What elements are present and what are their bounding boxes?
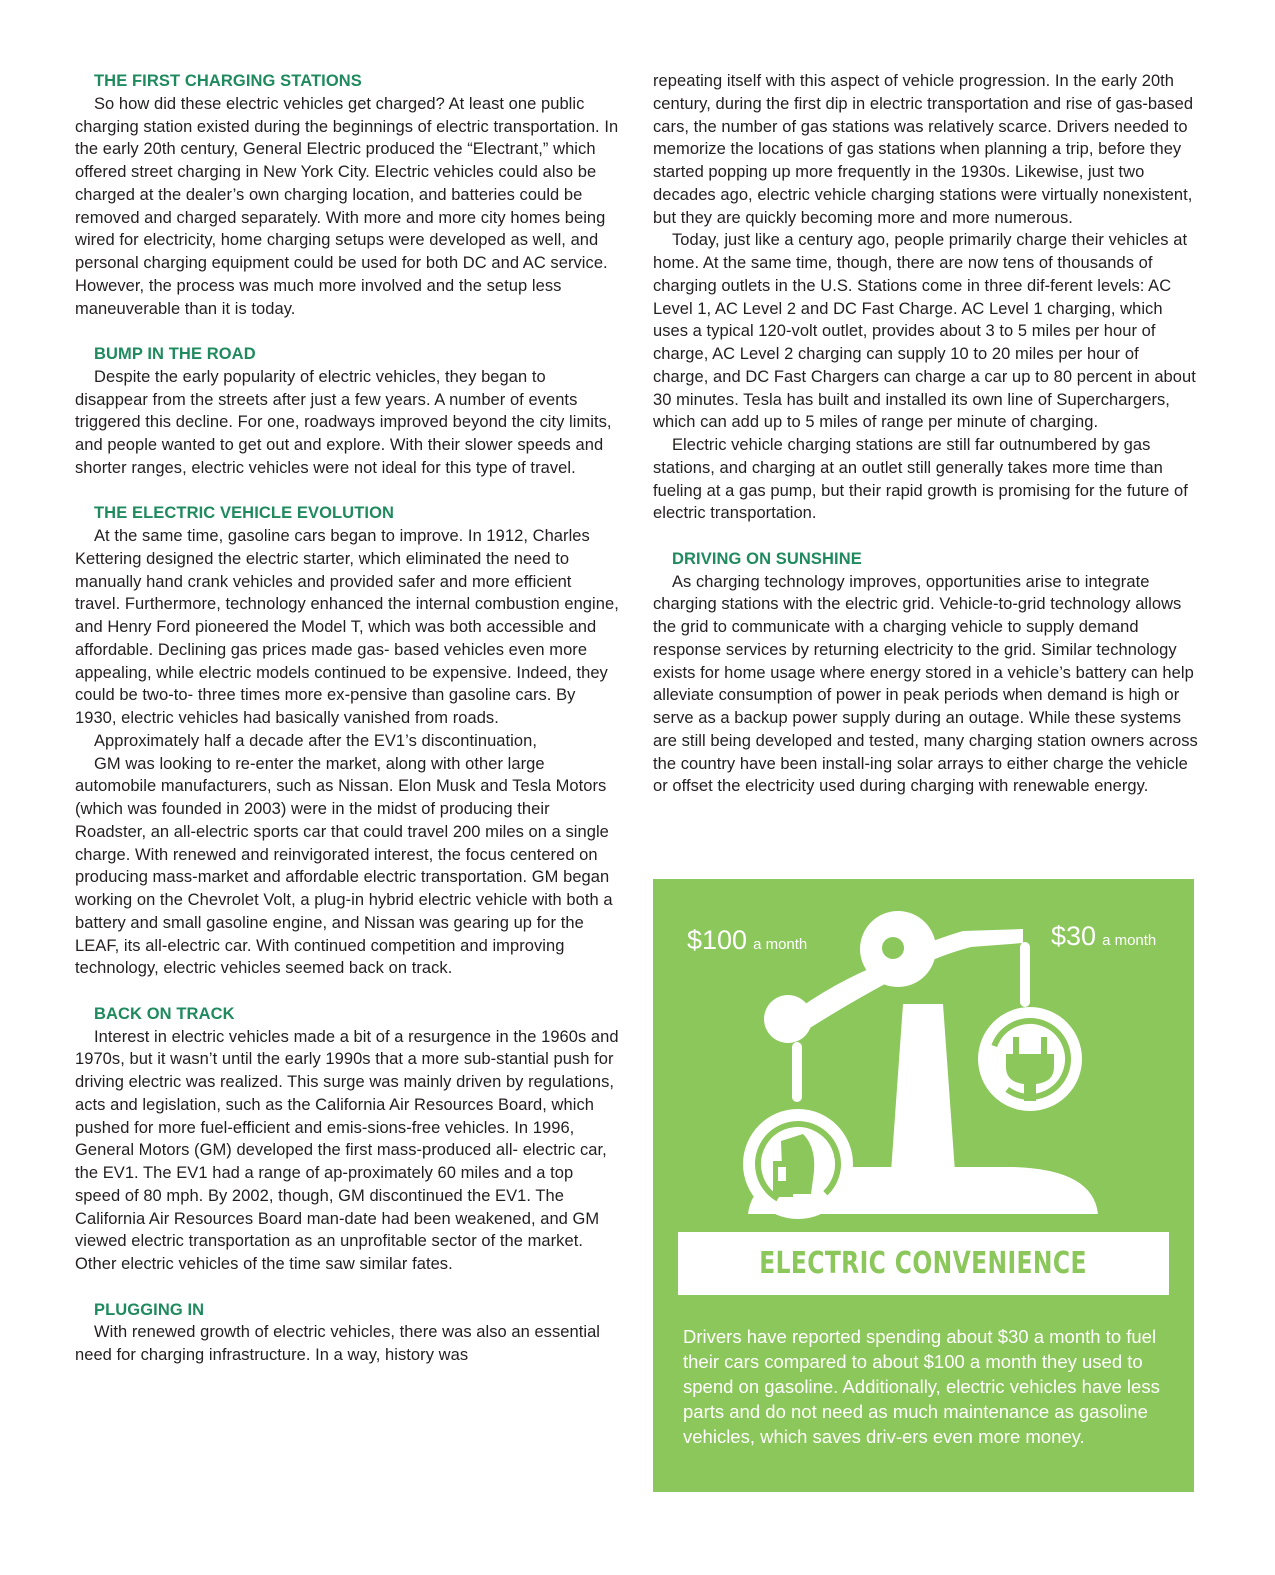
- price-gasoline-unit: a month: [753, 936, 808, 953]
- price-electric: [1051, 921, 1156, 952]
- left-column: [75, 70, 620, 1367]
- paragraph: So how did these electric vehicles get charged? At least one public charging station existed during the beginnings of electric transportation. In the early 20th century, General Electric produced the “Electrant,” which offered street charging in New York City. Electric vehicles could also be charged at the dealer’s own charging location, and batteries could be removed and charged separately. With more and more city homes being wired for electricity, home charging setups were developed as well, and personal charging equipment could be used for both DC and AC service. However, the process was much more involved and the setup less maneuverable than it is today.: [75, 94, 619, 318]
- paragraph: Approximately half a decade after the EV1’s discontinuation,: [94, 731, 537, 750]
- paragraph: Electric vehicle charging stations are still far outnumbered by gas stations, and charging at an outlet still generally takes more time than fueling at a gas pump, but their rapid growth is promising for the future of electric transportation.: [653, 436, 1188, 523]
- price-electric-amount: $30: [1051, 921, 1097, 951]
- price-gasoline: [687, 925, 807, 956]
- paragraph: Interest in electric vehicles made a bit of a resurgence in the 1960s and 1970s, but it wasn’t until the early 1990s that a more sub-stantial push for driving electric was realized. This surge was mainly driven by regulations, acts and legislation, such as the California Air Resources Board, which pushed for more fuel-efficient and emis-sions-free vehicles. In 1996, General Motors (GM) developed the first mass-produced all- electric car, the EV1. The EV1 had a range of ap-proximately 60 miles and a top speed of 80 mph. By 2002, though, GM discontinued the EV1. The California Air Resources Board man-date had been weakened, and GM viewed electric transportation as an unprofitable sector of the market. Other electric vehicles of the time saw similar fates.: [75, 1027, 619, 1273]
- section-heading-first-charging-stations: THE FIRST CHARGING STATIONS: [94, 72, 362, 90]
- infographic-banner: [678, 1232, 1169, 1295]
- paragraph: Despite the early popularity of electric vehicles, they began to disappear from the streets after just a few years. A number of events triggered this decline. For one, roadways improved beyond the city limits, and people wanted to get out and explore. With their slower speeds and shorter ranges, electric vehicles were not ideal for this type of travel.: [75, 367, 612, 477]
- infographic-electric-convenience: [653, 879, 1194, 1492]
- section-heading-back-on-track: BACK ON TRACK: [94, 1004, 235, 1023]
- section-heading-plugging-in: PLUGGING IN: [94, 1300, 205, 1319]
- paragraph: As charging technology improves, opportunities arise to integrate charging stations with the electric grid. Vehicle-to-grid technology allows the grid to communicate with a charging vehicle to supply demand response services by returning electricity to the grid. Similar technology exists for home usage where energy stored in a vehicle’s battery can help alleviate consumption of power in peak periods when demand is high or serve as a backup power supply during an outage. While these systems are still being developed and tested, many charging station owners across the country have been install-ing solar arrays to either charge the vehicle or offset the electricity used during charging with renewable energy.: [653, 572, 1198, 796]
- banner-title: ELECTRIC CONVENIENCE: [759, 1246, 1088, 1281]
- section-heading-bump-in-the-road: BUMP IN THE ROAD: [94, 345, 256, 363]
- paragraph: At the same time, gasoline cars began to improve. In 1912, Charles Kettering designed the electric starter, which eliminated the need to manually hand crank vehicles and provided safer and more efficient travel. Furthermore, technology enhanced the internal combustion engine, and Henry Ford pioneered the Model T, which was both accessible and affordable. Declining gas prices made gas- based vehicles even more appealing, while electric models continued to be expensive. Indeed, they could be two-to- three times more ex-pensive than gasoline cars. By 1930, electric vehicles had basically vanished from roads.: [75, 527, 619, 727]
- paragraph: Today, just like a century ago, people primarily charge their vehicles at home. At the same time, though, there are now tens of thousands of charging outlets in the U.S. Stations come in three dif-ferent levels: AC Level 1, AC Level 2 and DC Fast Charge. AC Level 1 charging, which uses a typical 120-volt outlet, provides about 3 to 5 miles per hour of charge, AC Level 2 charging can supply 10 to 20 miles per hour of charge, and DC Fast Chargers can charge a car up to 80 percent in about 30 minutes. Tesla has built and installed its own line of Superchargers, which can add up to 5 miles of range per minute of charging.: [653, 231, 1196, 432]
- section-heading-ev-evolution: THE ELECTRIC VEHICLE EVOLUTION: [94, 504, 395, 523]
- section-heading-driving-on-sunshine: DRIVING ON SUNSHINE: [672, 549, 862, 568]
- infographic-text: Drivers have reported spending about $30 a month to fuel their cars compared to about $100 a month they used to spend on gasoline. Additionally, electric vehicles have less parts and do not need as much maintenance as gasoline vehicles, which saves driv-ers even more money.: [683, 1326, 1160, 1447]
- price-electric-unit: a month: [1102, 932, 1157, 949]
- paragraph-continued: repeating itself with this aspect of vehicle progression. In the early 20th century, during the first dip in electric transportation and rise of gas-based cars, the number of gas stations was relatively scarce. Drivers needed to memorize the locations of gas stations when planning a trip, before they started popping up more frequently in the 1930s. Likewise, just two decades ago, electric vehicle charging stations were virtually nonexistent, but they are quickly becoming more and more numerous.: [653, 72, 1194, 227]
- price-gasoline-amount: $100: [687, 925, 748, 955]
- paragraph: GM was looking to re-enter the market, along with other large automobile manufacturers, such as Nissan. Elon Musk and Tesla Motors (which was founded in 2003) were in the midst of producing their Roadster, an all-electric sports car that could travel 200 miles on a single charge. With renewed and reinvigorated interest, the focus centered on producing mass-market and affordable electric transportation. GM began working on the Chevrolet Volt, a plug-in hybrid electric vehicle with both a battery and small gasoline engine, and Nissan was gearing up for the LEAF, its all-electric car. With continued competition and improving technology, electric vehicles seemed back on track.: [75, 754, 613, 978]
- paragraph: With renewed growth of electric vehicles, there was also an essential need for charging infrastructure. In a way, history was: [75, 1323, 601, 1364]
- right-column: [653, 70, 1198, 798]
